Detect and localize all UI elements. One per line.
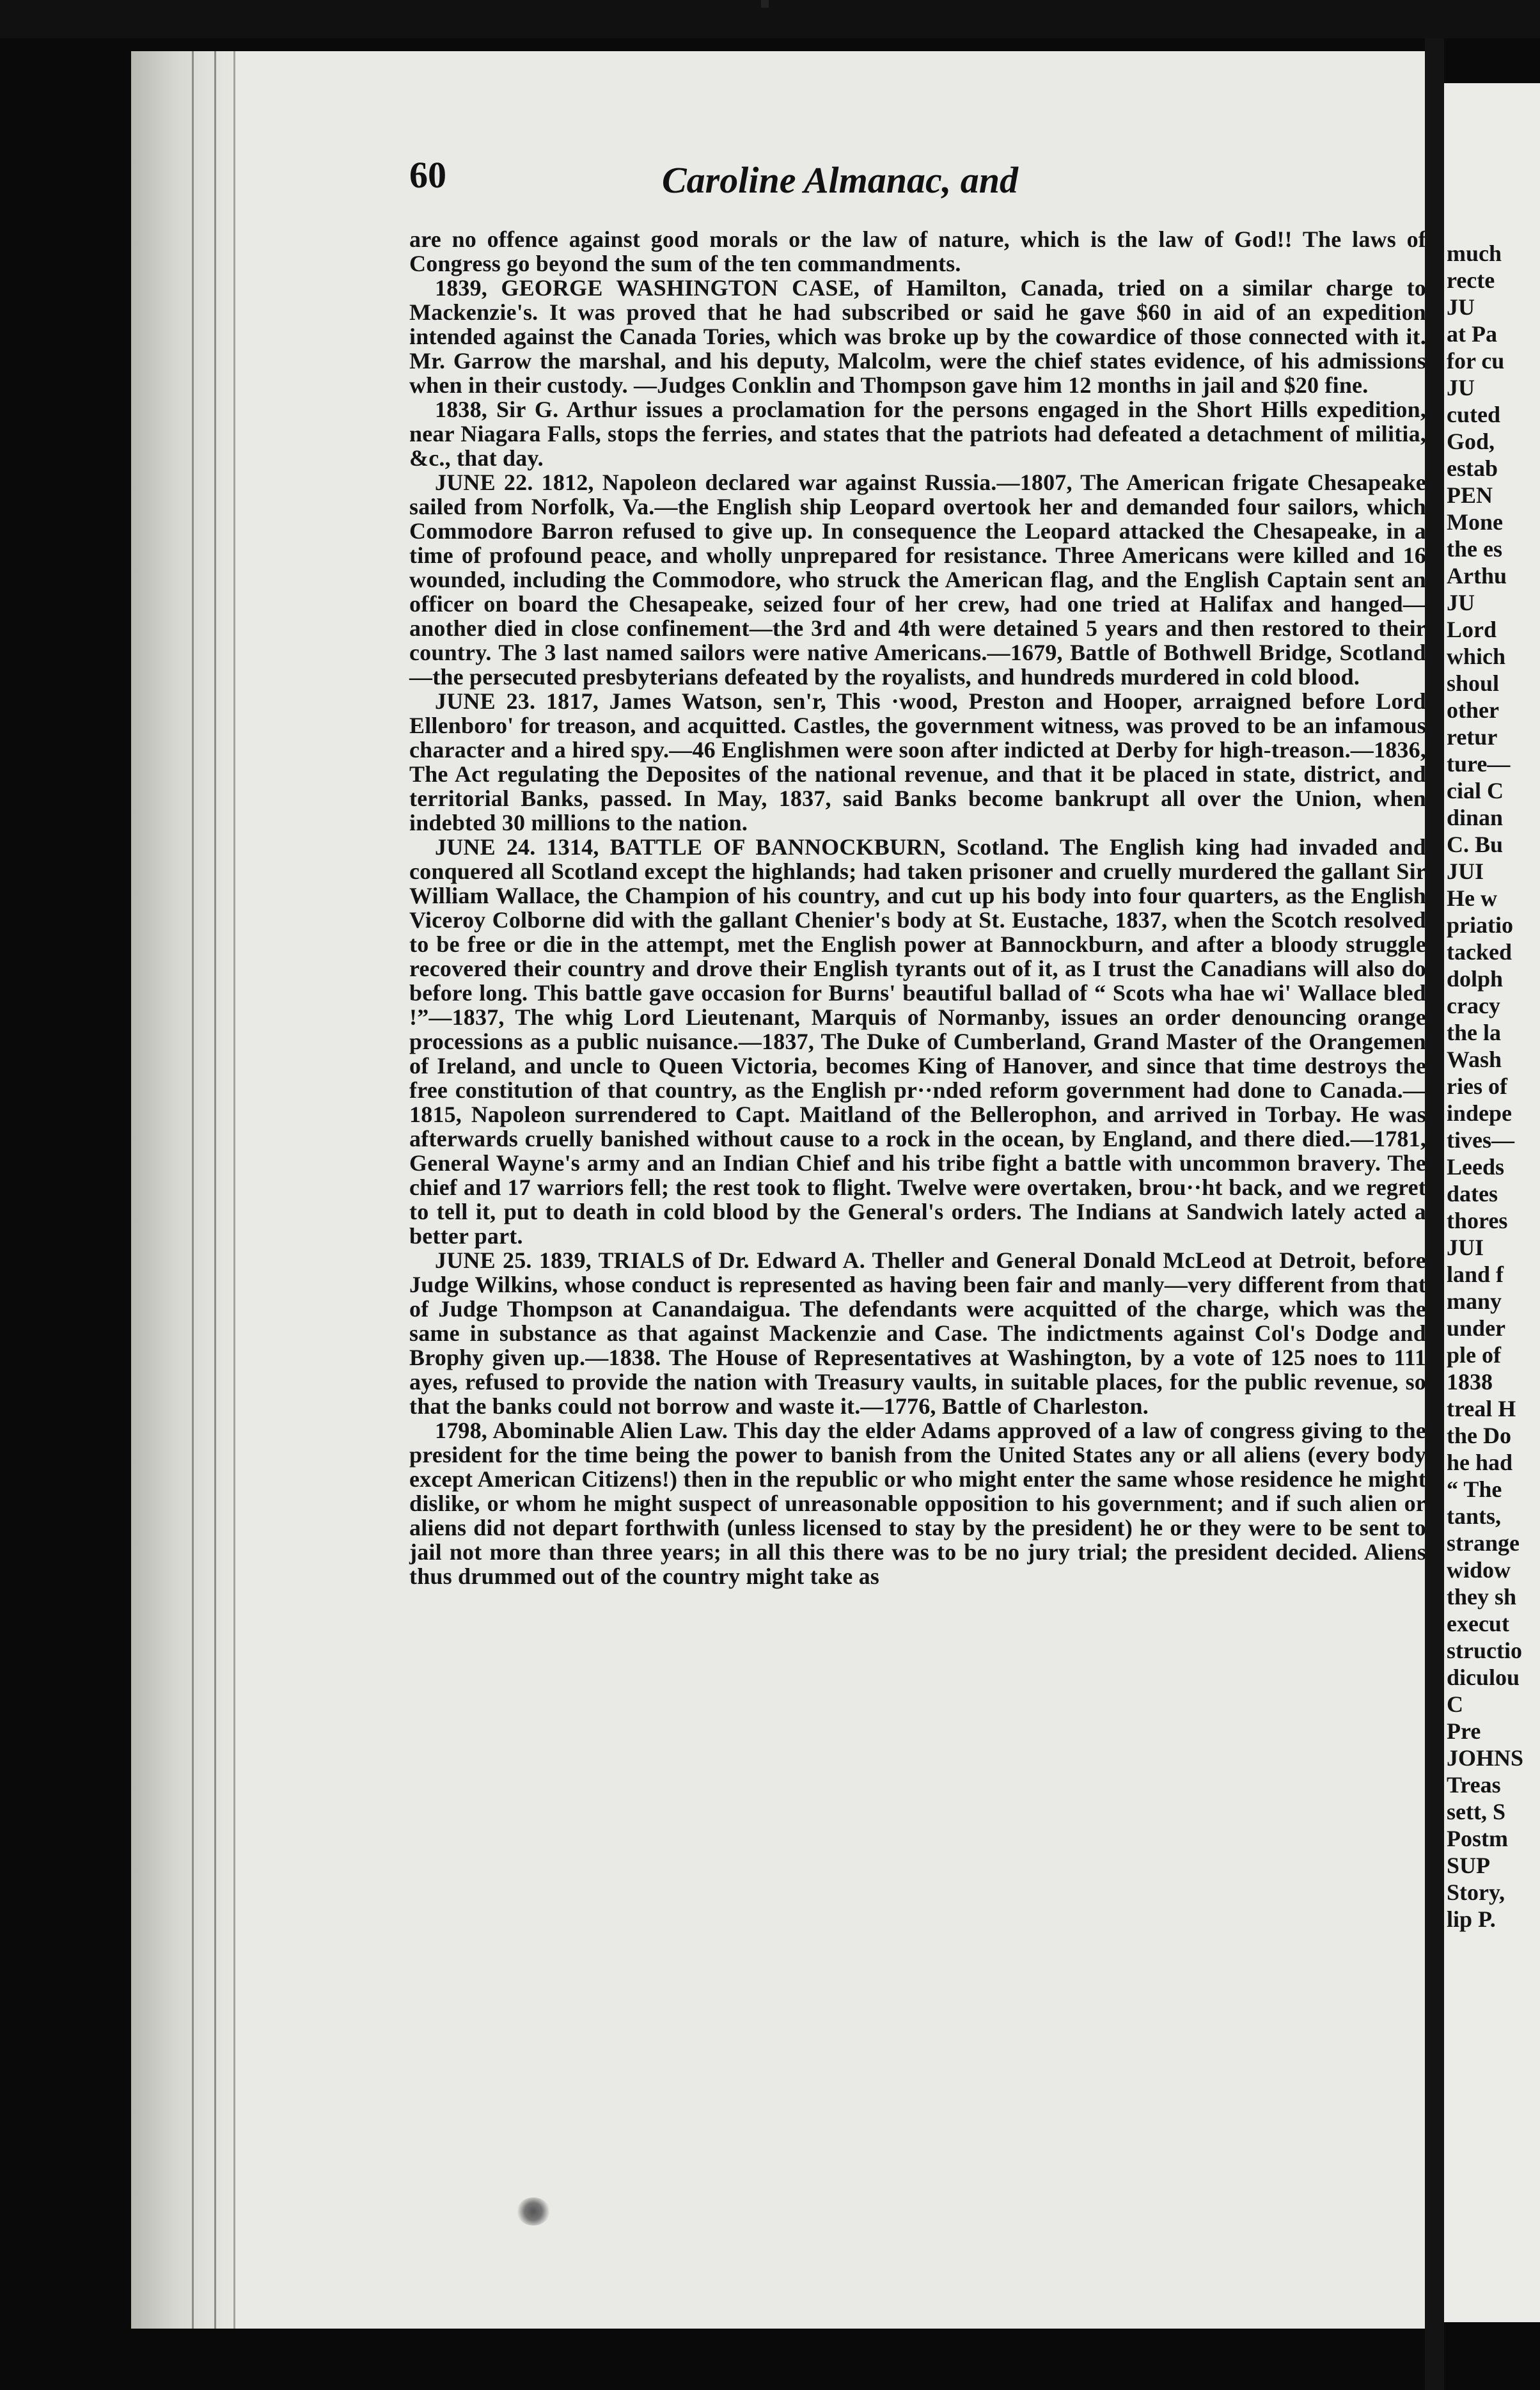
facing-page-line: they sh [1447,1584,1517,1610]
facing-page-line: tants, [1447,1503,1502,1529]
facing-page-line: ture— [1447,751,1511,777]
facing-page-line: Wash [1447,1047,1502,1072]
paragraph: JUNE 24. 1314, BATTLE OF BANNOCKBURN, Scotland. The English king had invaded and conquered all Scotland except the highlands; had taken prisoner and cruelly murdered the gallant Sir William Wallace, the Champion of his country, and cut up his body into four quarters, as the English Viceroy Colborne did with the gallant Chenier's body at St. Eustache, 1837, when the Scotch resolved to be free or die in the attempt, met the English power at Bannockburn, and after a bloody struggle recovered their country and drove their English tyrants out of it, as I trust the Canadians will also do before long. This battle gave occasion for Burns' beautiful ballad of “ Scots wha hae wi' Wallace bled !”—1837, The whig Lord Lieutenant, Marquis of Normanby, issues an order denouncing orange processions as a public nuisance.—1837, The Duke of Cumberland, Grand Master of the Orangemen of Ireland, and uncle to Queen Victoria, becomes King of Hanover, and since that time destroys the free constitution of that country, as the English pr··nded reform government had done to Canada.—1815, Napoleon surrendered to Capt. Maitland of the Bellerophon, and arrived in Torbay. He was afterwards cruelly banished without cause to a rock in the ocean, by England, and there died.—1781, General Wayne's army and an Indian Chief and his tribe fight a battle with uncommon bravery. The chief and 17 warriors fell; the rest took to flight. Twelve were overtaken, brou··ht back, and we regret to tell it, put to death in cold blood by the General's orders. The Indians at Sandwich lately acted a better part. [409,834,1426,1249]
facing-page-line: Leeds [1447,1154,1504,1180]
facing-page-line: Arthu [1447,563,1507,589]
facing-page-line: other [1447,697,1499,723]
facing-page-line: ple of [1447,1342,1501,1368]
facing-page-line: treal H [1447,1396,1516,1421]
facing-page-line: cracy [1447,993,1500,1018]
facing-page-line: JUI [1447,859,1484,884]
facing-page-line: He w [1447,885,1497,911]
facing-page-line: Mone [1447,509,1503,535]
facing-page-line: SUP [1447,1853,1491,1878]
facing-page-line: diculou [1447,1665,1520,1690]
facing-page-line: recte [1447,267,1495,293]
facing-page-line: sett, S [1447,1799,1505,1824]
facing-page-line: thores [1447,1208,1508,1233]
facing-page-line: for cu [1447,348,1505,374]
gutter-fold-line [214,51,216,2329]
facing-page-line: cuted [1447,402,1500,427]
facing-page-line: JU [1447,590,1475,615]
facing-page-line: JOHNS [1447,1745,1524,1771]
facing-page-line: structio [1447,1638,1522,1663]
facing-page-line: tacked [1447,939,1512,965]
facing-page-line: retur [1447,724,1498,750]
facing-page-line: the la [1447,1020,1501,1045]
facing-page-line: under [1447,1315,1506,1341]
facing-page-line: widow [1447,1557,1511,1583]
facing-page-line: dolph [1447,966,1504,992]
scan-top-border [0,0,1540,38]
facing-page-line: C. Bu [1447,832,1504,857]
facing-page-line: which [1447,644,1506,669]
paragraph: JUNE 25. 1839, TRIALS of Dr. Edward A. Theller and General Donald McLeod at Detroit, before Judge Wilkins, whose conduct is represented as having been fair and manly—very different from that of Judge Thompson at Canandaigua. The defendants were acquitted of the charge, which was the same in substance as that against Mackenzie and Case. The indictments against Col's Dodge and Brophy given up.—1838. The House of Representatives at Washington, by a vote of 125 noes to 111 ayes, refused to provide the nation with Treasury vaults, in suitable places, for the public revenue, so that the banks could not borrow and waste it.—1776, Battle of Charleston. [409,1247,1426,1419]
facing-page-line: Pre [1447,1718,1481,1744]
running-title: Caroline Almanac, and [662,159,1019,201]
facing-page-line: JUI [1447,1235,1484,1260]
facing-page-text [1447,240,1540,1933]
facing-page-line: estab [1447,455,1498,481]
facing-page-line: indepe [1447,1100,1512,1126]
paragraph: 1838, Sir G. Arthur issues a proclamation for the persons engaged in the Short Hills expedition, near Niagara Falls, stops the ferries, and states that the patriots had defeated a detachment of militia, &c., that day. [409,397,1426,471]
facing-page-line: the Do [1447,1423,1511,1448]
facing-page-line: execut [1447,1611,1509,1636]
article-body [409,227,1426,2018]
facing-page-line: PEN [1447,482,1493,508]
gutter-fold-line [233,51,235,2329]
facing-page-line: land f [1447,1262,1504,1287]
facing-page-line: lip P. [1447,1906,1496,1932]
facing-page-line: many [1447,1288,1502,1314]
facing-page-line: 1838 [1447,1369,1493,1395]
facing-page-line: Treas [1447,1772,1501,1798]
ink-smudge [517,2197,550,2226]
facing-page-line: C [1447,1691,1463,1717]
facing-page-line: JU [1447,375,1475,400]
facing-page-line: cial C [1447,778,1504,803]
page-gutter-shadow [131,51,233,2329]
facing-page-line: priatio [1447,912,1513,938]
paragraph: 1839, GEORGE WASHINGTON CASE, of Hamilton, Canada, tried on a similar charge to Mackenzie's. It was proved that he had subscribed or said he gave $60 in aid of an expedition intended against the Canada Tories, which was broke up by the cowardice of those connected with it. Mr. Garrow the marshal, and his deputy, Malcolm, were the chief states evidence, of his admissions when in their custody. —Judges Conklin and Thompson gave him 12 months in jail and $20 fine. [409,275,1426,398]
paragraph: 1798, Abominable Alien Law. This day the elder Adams approved of a law of congress giving to the president for the time being the power to banish from the United States any or all aliens (every body except American Citizens!) then in the republic or who might enter the same whose residence he might dislike, or whom he might suspect of unreasonable opposition to his government; and if such alien or aliens did not depart forthwith (unless licensed to stay by the president) he or they were to be sent to jail not more than three years; in all this there was to be no jury trial; the president decided. Aliens thus drummed out of the country might take as [409,1418,1426,1589]
facing-page-line: ries of [1447,1073,1507,1099]
facing-page-line: at Pa [1447,321,1497,347]
facing-page-line: Lord [1447,617,1497,642]
facing-page-line: dates [1447,1181,1498,1207]
facing-page-line: “ The [1447,1476,1502,1502]
facing-page-line: the es [1447,536,1502,562]
page-header [409,154,1433,211]
scan-artifact-mark [761,0,769,8]
facing-page-line: strange [1447,1530,1520,1556]
facing-page-line: Story, [1447,1880,1505,1905]
paragraph: JUNE 22. 1812, Napoleon declared war against Russia.—1807, The American frigate Chesapeake sailed from Norfolk, Va.—the English ship Leopard overtook her and demanded four sailors, which Commodore Barron refused to give up. In consequence the Leopard attacked the Chesapeake, in a time of profound peace, and wholly unprepared for resistance. Three Americans were killed and 16 wounded, including the Commodore, who struck the American flag, and the English Captain sent an officer on board the Chesapeake, seized four of her crew, had one tried at Halifax and hanged—another died in close confinement—the 3rd and 4th were detained 5 years and then restored to their country. The 3 last named sailors were native Americans.—1679, Battle of Bothwell Bridge, Scotland—the persecuted presbyterians defeated by the royalists, and hundreds murdered in cold blood. [409,470,1426,690]
gutter-fold-line [192,51,194,2329]
facing-page-line: dinan [1447,805,1504,830]
facing-page-line: tives— [1447,1127,1514,1153]
facing-page-line: Postm [1447,1826,1508,1851]
facing-page-line: JU [1447,294,1475,320]
facing-page-line: much [1447,241,1502,266]
paragraph: are no offence against good morals or the law of nature, which is the law of God!! The laws of Congress go beyond the sum of the ten commandments. [409,226,1426,276]
page-number: 60 [409,154,446,196]
facing-page-line: he had [1447,1450,1513,1475]
facing-page-line: God, [1447,429,1495,454]
paragraph: JUNE 23. 1817, James Watson, sen'r, This ·wood, Preston and Hooper, arraigned before Lord Ellenboro' for treason, and acquitted. Castles, the government witness, was proved to be an infamous character and a hired spy.—46 Englishmen were soon after indicted at Derby for high-treason.—1836, The Act regulating the Deposites of the national revenue, and that it be placed in state, district, and territorial Banks, passed. In May, 1837, said Banks become bankrupt all over the Union, when indebted 30 millions to the nation. [409,688,1426,835]
facing-page-line: shoul [1447,670,1500,696]
book-spine-shadow [1425,38,1444,2390]
